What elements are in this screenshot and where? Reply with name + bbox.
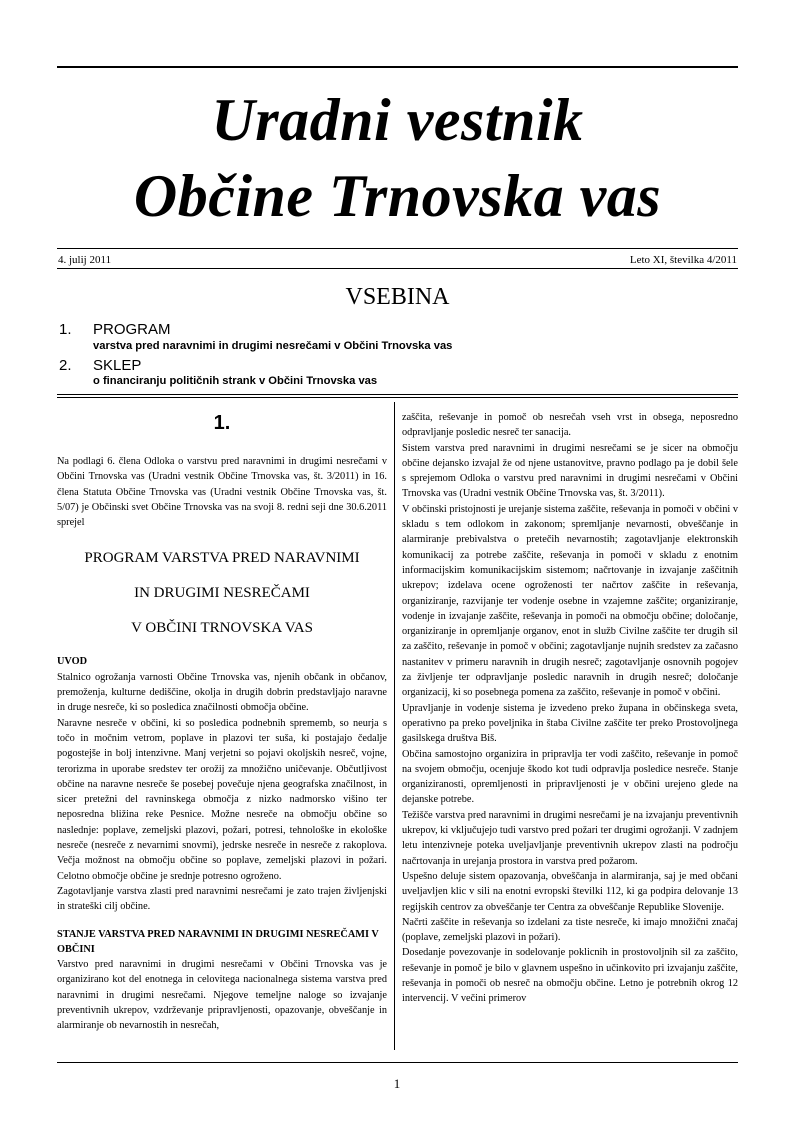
dateline-bottom-rule (57, 268, 738, 269)
issue-number: Leto XI, številka 4/2011 (629, 254, 737, 266)
contents-item-number: 1. (59, 321, 72, 338)
contents-bottom-rule (57, 394, 738, 395)
masthead-line-1: Uradni vestnik (211, 87, 584, 153)
contents-heading: VSEBINA (345, 284, 450, 310)
paragraph: Občina samostojno organizira in pripravlja ter vodi zaščito, reševanje in pomoč na svojem območju, ocenjuje škodo kot tudi odpravlja posledice nesreče. Stanje organiziranosti, opremljenosti in pripravljenosti je v občini urejeno glede na dejanske potrebe. (402, 748, 738, 806)
intro-paragraph: Na podlagi 6. člena Odloka o varstvu pred naravnimi in drugimi nesrečami v Občini Trnovska vas (Uradni vestnik Občine Trnovska vas, št. 3/2011) in 16. člena Statuta Občine Trnovska vas (Uradni vestnik Občine Trnovska vas, št. 5/07) je Občinski svet Občine Trnovska vas na svoji 8. redni seji dne 30.6.2011 sprejel (57, 456, 387, 529)
paragraph: Uspešno deluje sistem opazovanja, obveščanja in alarmiranja, saj je med občani uveljavljen klic v sili na enotni evropski številki 112, ki ga podpira delovanje 13 regijskih centrov za obveščanje ter Centra za obveščanje Republike Slovenije. (402, 870, 738, 913)
heading-uvod: UVOD (57, 656, 88, 668)
left-column (57, 405, 387, 1034)
program-title-line-3: V OBČINI TRNOVSKA VAS (131, 620, 313, 637)
paragraph: Upravljanje in vodenje sistema je izvedeno preko župana in občinskega sveta, operativno pa preko poveljnika in štaba Civilne zaščite ter preko Prostovoljnega gasilskega društva Biš. (402, 702, 738, 745)
right-column (402, 410, 738, 1007)
masthead-bottom-rule (57, 248, 738, 249)
paragraph: Naravne nesreče v občini, ki so posledica podnebnih sprememb, so neurja s točo in močnim vetrom, poplave in plazovi ter suša, ki postajajo čedalje pogostejše in bolj intenzivne. Manj verjetni so pojavi okoljskih nesreč, vojne, terorizma in uporabe sredstev ter orožij za množično uničevanje. Občutljivost občine na naravne nesreče še posebej povečuje njena geografska značilnost, in sicer pretežni del ravninskega območja z nizko nadmorsko višino ter neposredna bližina reke Pesnice. Možne nesreče na območju občine so naslednje: poplave, zemeljski plazovi, požari, potresi, tehnološke in ekološke nesreče (nesreče z nevarnimi snovmi), jedrske nesreče in nesreče z rakoplova. Večja možnost na območju občine so poplave, zemeljski plazovi in požari. Celotno območje občine je srednje potresno ogroženo. (57, 717, 387, 882)
contents-item-2 (57, 356, 738, 392)
program-title-line-1: PROGRAM VARSTVA PRED NARAVNIMI (84, 550, 360, 567)
paragraph: Načrti zaščite in reševanja so izdelani za tiste nesreče, ki imajo množični značaj (poplave, zemeljski plazovi in požari). (402, 916, 738, 944)
program-title-line-2: IN DRUGIMI NESREČAMI (134, 585, 310, 602)
section-number: 1. (213, 412, 231, 434)
page-number: 1 (393, 1076, 401, 1091)
masthead-line-2: Občine Trnovska vas (133, 163, 662, 229)
heading-stanje: STANJE VARSTVA PRED NARAVNIMI IN DRUGIMI NESREČAMI V OBČINI (57, 928, 379, 955)
program-title (57, 544, 387, 642)
contents-item-title: PROGRAM (93, 321, 171, 338)
contents-item-subtitle: varstva pred naravnimi in drugimi nesrečami v Občini Trnovska vas (93, 340, 453, 352)
column-divider (394, 402, 395, 1050)
contents-item-number: 2. (59, 357, 72, 374)
issue-date: 4. julij 2011 (58, 254, 112, 266)
bottom-rule (57, 1062, 738, 1063)
paragraph: Dosedanje povezovanje in sodelovanje poklicnih in prostovoljnih sil za zaščito, reševanje in pomoč je bilo v glavnem uspešno in učinkovito pri izvajanju zaščite, reševanja in pomoči ob nesreč na območju občine. Letno je potrebnih okrog 12 intervencij. V večini primerov (402, 947, 738, 1005)
paragraph: zaščita, reševanje in pomoč ob nesrečah vseh vrst in obsega, neposredno odpravljanje posledic nesreč ter sanacija. (402, 412, 738, 439)
contents-item-title: SKLEP (93, 357, 142, 374)
paragraph: Zagotavljanje varstva zlasti pred naravnimi nesrečami je zato trajen življenjski in strateški cilj občine. (57, 885, 387, 913)
dateline (57, 252, 738, 268)
paragraph: Težišče varstva pred naravnimi in drugimi nesrečami je na izvajanju preventivnih ukrepov, ki vključujejo tudi varstvo pred požari ter drugimi ogrožanji. V zadnjem letu intenzivneje poteka uveljavljanje preventivnih ukrepov zlasti na področju načrtovanja in urejanja prostora in varstva pred požarom. (402, 809, 738, 867)
paragraph: Varstvo pred naravnimi in drugimi nesrečami v Občini Trnovska vas je organizirano kot del enotnega in celovitega nacionalnega sistema varstva pred naravnimi in drugimi nesrečami. Njegove temeljne naloge so izvajanje preventivnih ukrepov, vzdrževanje pripravljenosti, opazovanje, obveščanje in alarmiranje ob nevarnostih in nesrečah, (57, 959, 387, 1032)
contents-item-subtitle: o financiranju političnih strank v Občini Trnovska vas (93, 375, 378, 387)
paragraph: Stalnico ogrožanja varnosti Občine Trnovska vas, njenih občank in občanov, premoženja, kulturne dediščine, okolja in drugih dobrin predstavljajo naravne in druge nesreče, ki so posledica značilnosti območja občine. (57, 671, 387, 714)
contents-bottom-rule-2 (57, 397, 738, 398)
top-rule (57, 66, 738, 68)
paragraph: V občinski pristojnosti je urejanje sistema zaščite, reševanja in pomoči v občini v skladu s tem odlokom in zakonom; spremljanje nevarnosti, obveščanje in alarmiranje prebivalstva o pretečih nevarnostih; zagotavljanje elektronskih komunikacij za potrebe zaščite, reševanja in pomoči v skladu z enotnim informacijskim komunikacijskim sistemom; načrtovanje in izvajanje zaščitnih ukrepov; izdelava ocene ogroženosti ter načrtov zaščite in reševanja, organiziranje, razvijanje ter vodenje osebne in vzajemne zaščite; organiziranje, vodenje in izvajanje zaščite, reševanja in pomoči na območju občine; določanje, organiziranje in opremljanje organov, enot in služb Civilne zaščite ter drugih sil za zaščito, reševanje in pomoč v občini; zagotavljanje nujnih sredstev za začasno nastanitev v primeru naravnih in drugih nesreč; zagotavljanje osnovnih pogojev za življenje ter odpravljanje posledic naravnih in drugih nesreč; določanje organizacij, ki so posebnega pomena za zaščito, reševanje in pomoč v občini. (402, 503, 738, 699)
contents-item-1 (57, 320, 738, 356)
paragraph: Sistem varstva pred naravnimi in drugimi nesrečami se je sicer na območju občine dejansko izvajal že od njene ustanovitve, pravno podlago pa je dobil šele s sprejemom Odloka o varstvu pred naravnimi in drugimi nesrečami v Občini Trnovska vas (Uradni vestnik Občine Trnovska vas, št. 3/2011). (402, 442, 738, 500)
